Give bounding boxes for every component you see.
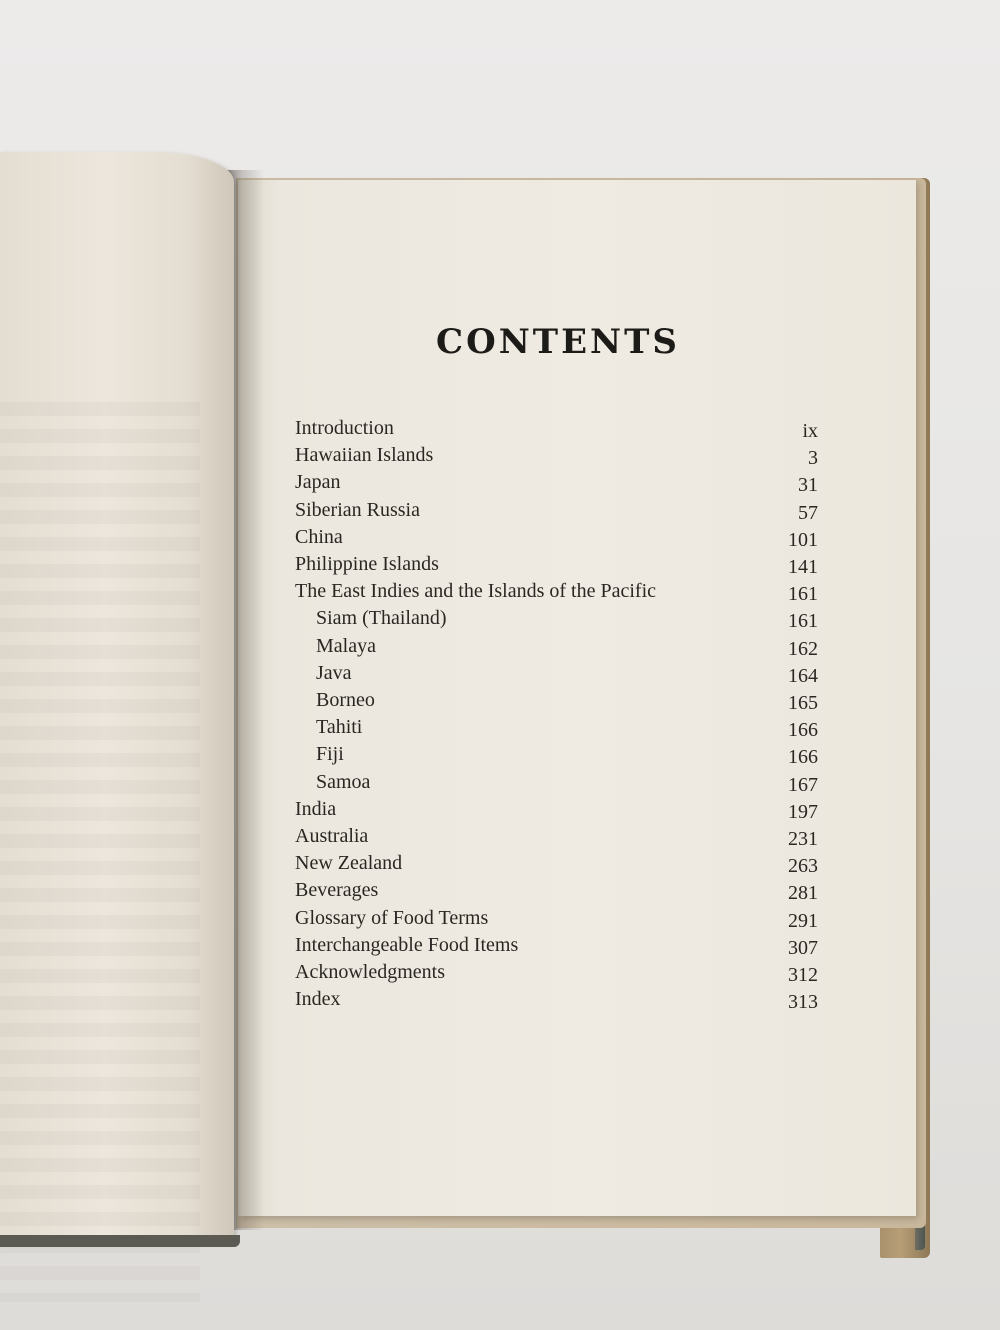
toc-entry xyxy=(295,961,818,988)
toc-entry-label: Glossary of Food Terms xyxy=(295,906,489,929)
toc-entry-page-number: 167 xyxy=(788,773,818,796)
toc-entry-label: Siberian Russia xyxy=(295,498,420,521)
toc-entry xyxy=(295,907,818,934)
toc-entry-page-number: 313 xyxy=(788,991,818,1014)
toc-entry xyxy=(295,988,818,1015)
toc-entry-label: Australia xyxy=(295,825,369,847)
toc-entry xyxy=(295,689,818,716)
toc-entry-page-number: 291 xyxy=(788,909,818,932)
toc-entry-page-number: 165 xyxy=(788,692,818,714)
toc-entry-page-number: 263 xyxy=(788,855,818,878)
toc-entry xyxy=(295,553,818,580)
toc-entry xyxy=(295,771,818,798)
toc-entry-label: Siam (Thailand) xyxy=(316,607,447,630)
toc-entry-page-number: 141 xyxy=(788,556,818,578)
toc-entry xyxy=(295,743,818,770)
toc-entry-label: India xyxy=(295,797,337,820)
toc-entry-label: Introduction xyxy=(295,417,394,439)
toc-entry-page-number: 3 xyxy=(808,447,818,470)
toc-entry xyxy=(295,825,818,852)
left-page xyxy=(0,152,234,1242)
toc-entry xyxy=(295,934,818,961)
table-of-contents xyxy=(238,180,916,1216)
toc-entry-label: Java xyxy=(316,661,352,684)
toc-entry-label: Borneo xyxy=(316,689,375,711)
toc-entry-label: Samoa xyxy=(316,770,371,793)
toc-entry-label: Philippine Islands xyxy=(295,553,439,575)
toc-entry xyxy=(295,417,818,444)
toc-entry xyxy=(295,471,818,498)
toc-entry xyxy=(295,607,818,634)
toc-entry-page-number: 164 xyxy=(788,664,818,687)
toc-entry-label: Fiji xyxy=(316,743,344,766)
toc-entry-label: Beverages xyxy=(295,879,379,902)
toc-entry xyxy=(295,526,818,553)
toc-entry xyxy=(295,499,818,526)
toc-entry xyxy=(295,879,818,906)
toc-entry xyxy=(295,852,818,879)
toc-entry xyxy=(295,635,818,662)
toc-entry-page-number: 101 xyxy=(788,528,818,551)
toc-entry-label: Tahiti xyxy=(316,716,363,739)
toc-entry-label: Acknowledgments xyxy=(295,961,445,983)
left-page-bleed-through xyxy=(0,402,200,1302)
toc-entry-label: China xyxy=(295,525,343,548)
toc-entry-page-number: 312 xyxy=(788,964,818,986)
toc-entry-page-number: 166 xyxy=(788,719,818,742)
toc-entry-label: Japan xyxy=(295,471,341,494)
toc-entry-page-number: 161 xyxy=(788,583,818,606)
toc-entry xyxy=(295,662,818,689)
page-title: CONTENTS xyxy=(436,322,680,362)
toc-entry xyxy=(295,580,818,607)
left-cover-board xyxy=(0,1235,240,1247)
toc-entry-label: Malaya xyxy=(316,634,376,657)
toc-entry-page-number: 31 xyxy=(798,474,818,497)
toc-entry xyxy=(295,798,818,825)
toc-entry-page-number: ix xyxy=(802,420,818,442)
toc-entry xyxy=(295,444,818,471)
toc-entry-page-number: 231 xyxy=(788,828,818,850)
toc-entry-label: The East Indies and the Islands of the Pacific xyxy=(295,580,656,603)
toc-entry-page-number: 307 xyxy=(788,936,818,959)
toc-entry-page-number: 162 xyxy=(788,637,818,660)
toc-entry-page-number: 57 xyxy=(798,501,818,524)
toc-entry-label: New Zealand xyxy=(295,852,403,875)
toc-entry-label: Index xyxy=(295,988,341,1011)
toc-entry-label: Interchangeable Food Items xyxy=(295,933,519,956)
toc-entry-page-number: 161 xyxy=(788,610,818,633)
toc-entry-page-number: 197 xyxy=(788,800,818,823)
toc-entry xyxy=(295,716,818,743)
toc-entry-page-number: 166 xyxy=(788,746,818,769)
toc-entry-label: Hawaiian Islands xyxy=(295,444,434,467)
toc-entry-page-number: 281 xyxy=(788,882,818,905)
